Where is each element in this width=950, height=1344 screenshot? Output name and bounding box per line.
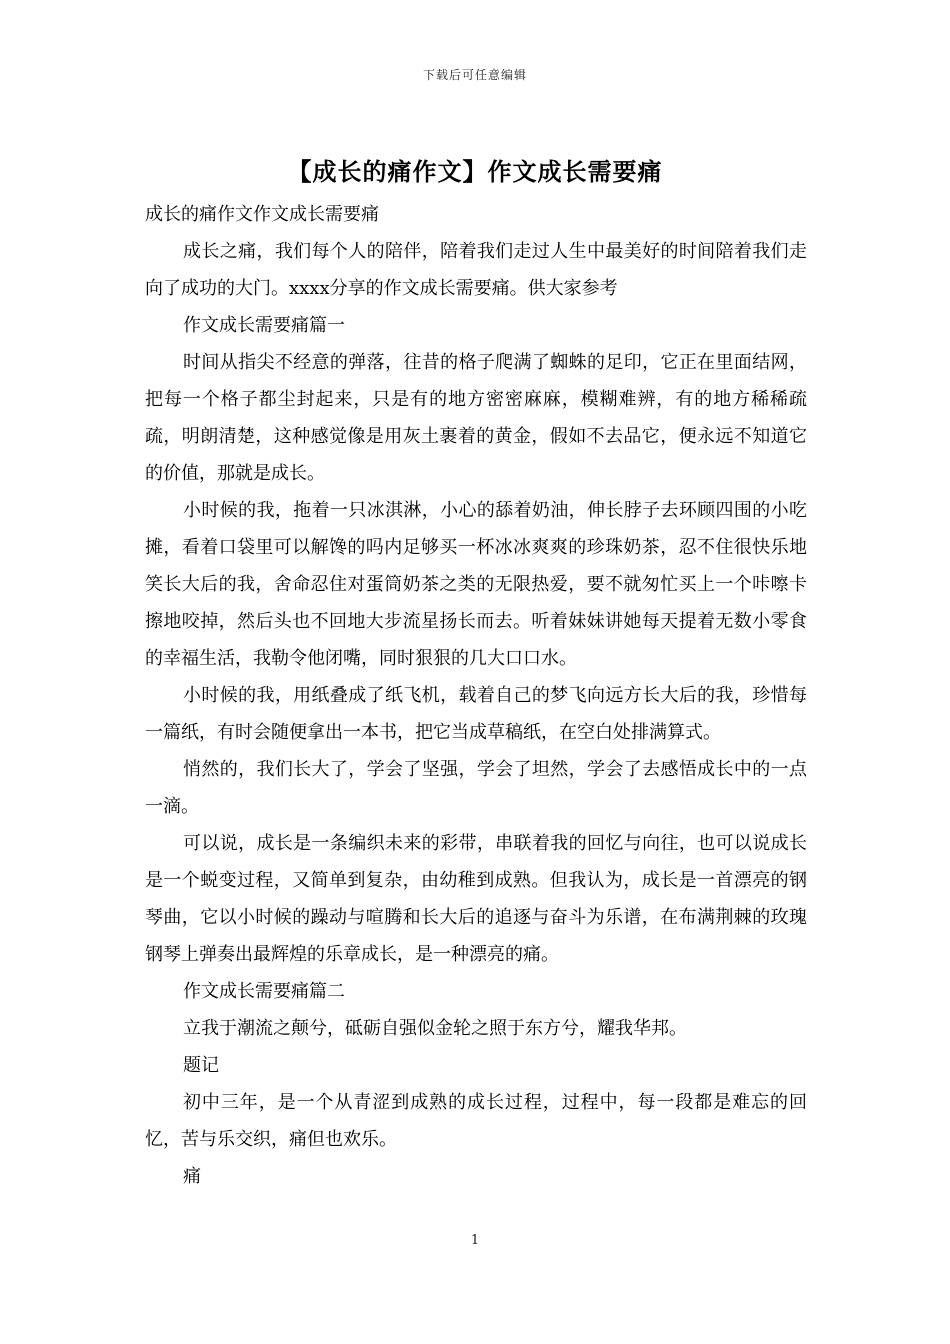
document-body [145,196,807,1195]
paragraph: 立我于潮流之颠兮，砥砺自强似金轮之照于东方兮，耀我华邦。 [183,1018,687,1039]
paragraph-epigraph-label: 题记 [183,1055,219,1076]
paragraph: 可以说，成长是一条编织未来的彩带，串联着我的回忆与向往，也可以说成长是一个蜕变过程，又简单到复杂，由幼稚到成熟。但我认为，成长是一首漂亮的钢琴曲，它以小时候的躁动与喧腾和长大后的追逐与奋斗为乐谱，在布满荆棘的玫瑰钢琴上弹奏出最辉煌的乐章成长，是一种漂亮的痛。 [145,833,807,965]
paragraph: 小时候的我，用纸叠成了纸飞机，载着自己的梦飞向远方长大后的我，珍惜每一篇纸，有时会随便拿出一本书，把它当成草稿纸，在空白处排满算式。 [145,685,807,743]
paragraph: 痛 [183,1166,201,1187]
paragraph: 初中三年，是一个从青涩到成熟的成长过程，过程中，每一段都是难忘的回忆，苦与乐交织，痛但也欢乐。 [145,1092,807,1150]
section-heading-1: 作文成长需要痛篇一 [183,315,345,336]
paragraph-intro: 成长之痛，我们每个人的陪伴，陪着我们走过人生中最美好的时间陪着我们走向了成功的大门。xxxx分享的作文成长需要痛。供大家参考 [145,241,807,299]
page-number: 1 [470,1233,480,1248]
paragraph: 时间从指尖不经意的弹落，往昔的格子爬满了蜘蛛的足印，它正在里面结网，把每一个格子都尘封起来，只是有的地方密密麻麻，模糊难辨，有的地方稀稀疏疏，明朗清楚，这种感觉像是用灰土裹着的黄金，假如不去品它，便永远不知道它的价值，那就是成长。 [145,352,807,484]
paragraph: 小时候的我，拖着一只冰淇淋，小心的舔着奶油，伸长脖子去环顾四围的小吃摊，看着口袋里可以解馋的吗内足够买一杯冰冰爽爽的珍珠奶茶，忍不住很快乐地笑长大后的我，舍命忍住对蛋筒奶茶之类的无限热爱，要不就匆忙买上一个咔嚓卡擦地咬掉，然后头也不回地大步流星扬长而去。听着妹妹讲她每天提着无数小零食的幸福生活，我勒令他闭嘴，同时狠狠的几大口口水。 [145,500,807,669]
document-title: 【成长的痛作文】作文成长需要痛 [287,157,663,186]
paragraph: 悄然的，我们长大了，学会了坚强，学会了坦然，学会了去感悟成长中的一点一滴。 [145,759,807,817]
section-heading-2: 作文成长需要痛篇二 [183,981,345,1002]
page-header-note: 下载后可任意编辑 [422,68,527,82]
paragraph-subtitle: 成长的痛作文作文成长需要痛 [145,204,379,225]
